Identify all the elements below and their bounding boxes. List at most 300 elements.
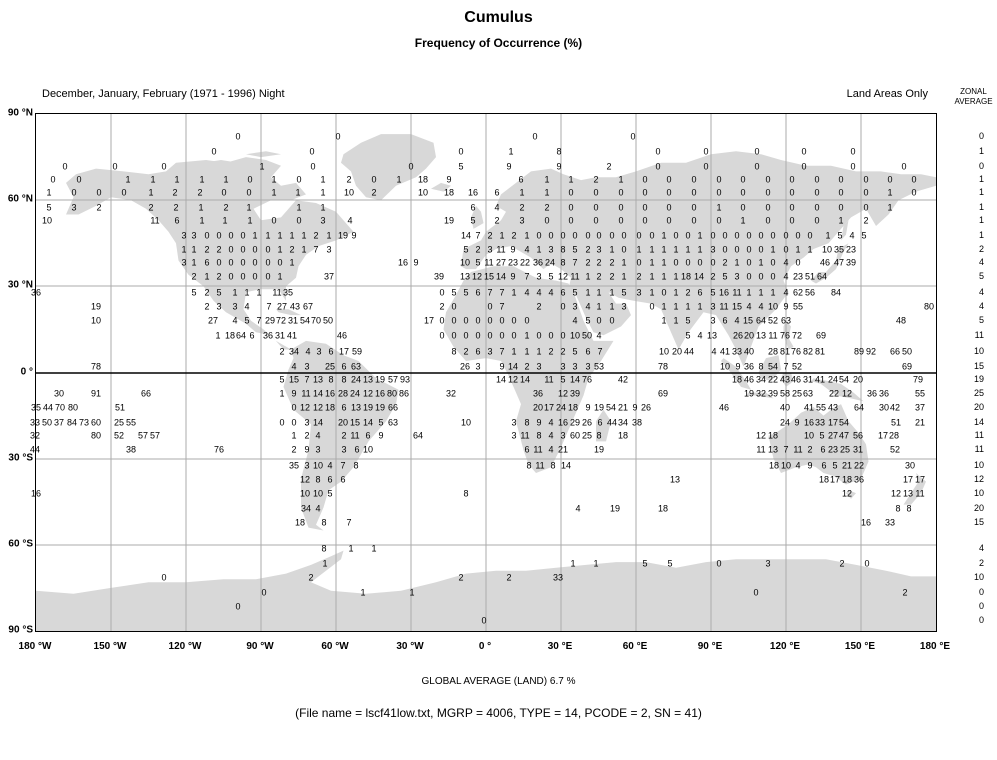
grid-cell-value: 2 xyxy=(458,572,464,583)
grid-cell-value: 0 xyxy=(439,315,445,326)
grid-cell-value: 46 xyxy=(819,257,831,268)
grid-cell-value: 2 xyxy=(585,257,591,268)
grid-cell-value: 3 xyxy=(560,361,566,372)
grid-cell-value: 1 xyxy=(289,230,295,241)
grid-cell-value: 0 xyxy=(265,271,271,282)
grid-cell-value: 7 xyxy=(475,230,481,241)
grid-cell-value: 0 xyxy=(911,187,917,198)
longitude-tick-label: 150 °E xyxy=(844,641,876,652)
grid-cell-value: 0 xyxy=(499,315,505,326)
zonal-average-value: 2 xyxy=(978,244,984,254)
grid-cell-value: 2 xyxy=(346,174,352,185)
grid-cell-value: 8 xyxy=(341,374,347,385)
grid-cell-value: 5 xyxy=(685,315,691,326)
longitude-tick-label: 0 ° xyxy=(478,641,492,652)
grid-cell-value: 1 xyxy=(191,244,197,255)
grid-cell-value: 10 xyxy=(41,215,53,226)
grid-cell-value: 0 xyxy=(247,174,253,185)
grid-cell-value: 36 xyxy=(532,388,544,399)
grid-cell-value: 1 xyxy=(199,215,205,226)
grid-cell-value: 0 xyxy=(887,174,893,185)
grid-cell-value: 1 xyxy=(795,244,801,255)
grid-cell-value: 35 xyxy=(282,287,294,298)
grid-cell-value: 5 xyxy=(722,271,728,282)
grid-cell-value: 5 xyxy=(458,161,464,172)
grid-cell-value: 1 xyxy=(649,287,655,298)
grid-cell-value: 0 xyxy=(204,230,210,241)
grid-cell-value: 43 xyxy=(827,402,839,413)
grid-cell-value: 0 xyxy=(911,174,917,185)
zonal-average-value: 0 xyxy=(978,131,984,141)
grid-cell-value: 0 xyxy=(451,315,457,326)
grid-cell-value: 69 xyxy=(901,361,913,372)
grid-cell-value: 63 xyxy=(780,315,792,326)
grid-cell-value: 3 xyxy=(511,430,517,441)
grid-cell-value: 19 xyxy=(374,402,386,413)
grid-cell-value: 84 xyxy=(66,417,78,428)
grid-cell-value: 0 xyxy=(511,315,517,326)
longitude-tick-label: 180 °E xyxy=(919,641,951,652)
latitude-tick-label: 60 °S xyxy=(8,538,33,550)
grid-cell-value: 33 xyxy=(29,417,41,428)
zonal-average-value: 0 xyxy=(978,587,984,597)
grid-cell-value: 2 xyxy=(172,187,178,198)
grid-cell-value: 0 xyxy=(475,315,481,326)
grid-cell-value: 1 xyxy=(570,558,576,569)
zonal-heading-line2: AVERAGE xyxy=(954,97,993,106)
zonal-average-value: 20 xyxy=(973,503,984,513)
grid-cell-value: 8 xyxy=(321,543,327,554)
grid-cell-value: 4 xyxy=(783,287,789,298)
grid-cell-value: 14 xyxy=(495,271,507,282)
grid-cell-value: 10 xyxy=(719,361,731,372)
grid-cell-value: 4 xyxy=(315,430,321,441)
grid-cell-value: 8 xyxy=(328,374,334,385)
grid-cell-value: 60 xyxy=(90,417,102,428)
grid-cell-value: 1 xyxy=(360,587,366,598)
grid-cell-value: 0 xyxy=(754,146,760,157)
grid-cell-value: 19 xyxy=(743,388,755,399)
grid-cell-value: 36 xyxy=(878,388,890,399)
grid-cell-value: 2 xyxy=(596,257,602,268)
grid-cell-value: 10 xyxy=(767,301,779,312)
grid-cell-value: 43 xyxy=(289,301,301,312)
grid-cell-value: 0 xyxy=(838,202,844,213)
grid-cell-value: 42 xyxy=(617,374,629,385)
grid-cell-value: 16 xyxy=(467,187,479,198)
grid-cell-value: 0 xyxy=(240,230,246,241)
grid-cell-value: 55 xyxy=(792,301,804,312)
grid-cell-value: 9 xyxy=(794,417,800,428)
grid-cell-value: 23 xyxy=(507,257,519,268)
grid-cell-value: 2 xyxy=(606,161,612,172)
grid-cell-value: 5 xyxy=(327,488,333,499)
global-average-label: GLOBAL AVERAGE (LAND) 6.7 % xyxy=(421,676,576,687)
grid-cell-value: 16 xyxy=(860,517,872,528)
grid-cell-value: 15 xyxy=(483,271,495,282)
grid-cell-value: 17 xyxy=(338,346,350,357)
grid-cell-value: 2 xyxy=(807,444,813,455)
grid-cell-value: 52 xyxy=(113,430,125,441)
grid-cell-value: 6 xyxy=(204,257,210,268)
grid-cell-value: 9 xyxy=(506,161,512,172)
grid-cell-value: 0 xyxy=(536,230,542,241)
grid-cell-value: 3 xyxy=(181,257,187,268)
grid-cell-value: 1 xyxy=(758,287,764,298)
grid-cell-value: 10 xyxy=(459,257,471,268)
grid-cell-value: 3 xyxy=(181,230,187,241)
grid-cell-value: 39 xyxy=(433,271,445,282)
grid-cell-value: 26 xyxy=(732,330,744,341)
grid-cell-value: 76 xyxy=(790,346,802,357)
grid-cell-value: 50 xyxy=(322,315,334,326)
grid-cell-value: 1 xyxy=(524,330,530,341)
grid-cell-value: 54 xyxy=(838,417,850,428)
grid-cell-value: 2 xyxy=(585,244,591,255)
grid-cell-value: 0 xyxy=(335,131,341,142)
grid-cell-value: 80 xyxy=(67,402,79,413)
grid-cell-value: 0 xyxy=(228,271,234,282)
grid-cell-value: 29 xyxy=(569,417,581,428)
grid-cell-value: 3 xyxy=(765,558,771,569)
longitude-tick-label: 90 °E xyxy=(697,641,723,652)
grid-cell-value: 1 xyxy=(396,174,402,185)
grid-cell-value: 1 xyxy=(198,202,204,213)
grid-cell-value: 27 xyxy=(495,257,507,268)
grid-cell-value: 8 xyxy=(895,503,901,514)
grid-cell-value: 2 xyxy=(519,202,525,213)
grid-cell-value: 0 xyxy=(439,287,445,298)
grid-cell-value: 82 xyxy=(802,346,814,357)
grid-cell-value: 37 xyxy=(914,402,926,413)
grid-cell-value: 7 xyxy=(487,287,493,298)
longitude-axis xyxy=(18,641,951,657)
grid-cell-value: 10 xyxy=(780,460,792,471)
grid-cell-value: 2 xyxy=(313,230,319,241)
grid-cell-value: 0 xyxy=(296,215,302,226)
grid-cell-value: 0 xyxy=(228,257,234,268)
grid-cell-value: 19 xyxy=(593,402,605,413)
grid-cell-value: 1 xyxy=(181,244,187,255)
grid-cell-value: 5 xyxy=(710,287,716,298)
grid-cell-value: 3 xyxy=(304,361,310,372)
grid-cell-value: 1 xyxy=(320,187,326,198)
grid-cell-value: 4 xyxy=(548,417,554,428)
grid-cell-value: 14 xyxy=(519,374,531,385)
grid-cell-value: 2 xyxy=(544,202,550,213)
grid-cell-value: 8 xyxy=(596,430,602,441)
grid-cell-value: 2 xyxy=(609,257,615,268)
grid-cell-value: 36 xyxy=(30,287,42,298)
grid-cell-value: 0 xyxy=(548,330,554,341)
grid-cell-value: 7 xyxy=(256,315,262,326)
grid-cell-value: 41 xyxy=(719,346,731,357)
grid-cell-value: 0 xyxy=(71,187,77,198)
grid-cell-value: 0 xyxy=(765,202,771,213)
grid-cell-value: 1 xyxy=(277,271,283,282)
grid-cell-value: 34 xyxy=(300,503,312,514)
grid-cell-value: 20 xyxy=(743,330,755,341)
grid-cell-value: 81 xyxy=(814,346,826,357)
grid-cell-value: 63 xyxy=(387,417,399,428)
grid-cell-value: 5 xyxy=(837,230,843,241)
grid-cell-value: 84 xyxy=(830,287,842,298)
grid-cell-value: 0 xyxy=(593,215,599,226)
grid-cell-value: 18 xyxy=(417,174,429,185)
grid-cell-value: 37 xyxy=(53,417,65,428)
grid-cell-value: 18 xyxy=(443,187,455,198)
grid-cell-value: 13 xyxy=(669,474,681,485)
grid-cell-value: 1 xyxy=(661,315,667,326)
grid-cell-value: 1 xyxy=(508,146,514,157)
longitude-tick-label: 180 °W xyxy=(18,641,52,652)
grid-cell-value: 21 xyxy=(914,417,926,428)
grid-cell-value: 9 xyxy=(735,361,741,372)
grid-cell-value: 14 xyxy=(460,230,472,241)
grid-cell-value: 14 xyxy=(507,361,519,372)
grid-cell-value: 18 xyxy=(680,271,692,282)
grid-cell-value: 0 xyxy=(863,202,869,213)
grid-cell-value: 63 xyxy=(350,361,362,372)
grid-cell-value: 0 xyxy=(814,215,820,226)
grid-cell-value: 32 xyxy=(445,388,457,399)
grid-cell-value: 66 xyxy=(387,402,399,413)
grid-cell-value: 1 xyxy=(199,174,205,185)
grid-cell-value: 89 xyxy=(853,346,865,357)
grid-cell-value: 11 xyxy=(350,430,360,441)
grid-cell-value: 0 xyxy=(439,330,445,341)
grid-cell-value: 35 xyxy=(288,460,300,471)
grid-cell-value: 1 xyxy=(499,230,505,241)
grid-cell-value: 9 xyxy=(632,402,638,413)
grid-cell-value: 3 xyxy=(304,460,310,471)
grid-cell-value: 6 xyxy=(365,430,371,441)
grid-cell-value: 73 xyxy=(78,417,90,428)
grid-cell-value: 0 xyxy=(475,330,481,341)
grid-cell-value: 0 xyxy=(560,230,566,241)
grid-cell-value: 12 xyxy=(890,488,902,499)
grid-cell-value: 0 xyxy=(642,202,648,213)
grid-cell-value: 7 xyxy=(783,444,789,455)
grid-cell-value: 5 xyxy=(279,374,285,385)
grid-cell-value: 2 xyxy=(204,287,210,298)
grid-cell-value: 0 xyxy=(112,161,118,172)
grid-cell-value: 1 xyxy=(673,301,679,312)
grid-cell-value: 0 xyxy=(121,187,127,198)
grid-cell-value: 7 xyxy=(597,346,603,357)
grid-cell-value: 0 xyxy=(596,230,602,241)
grid-cell-value: 10 xyxy=(299,488,311,499)
grid-cell-value: 0 xyxy=(740,174,746,185)
grid-cell-value: 9 xyxy=(783,301,789,312)
grid-cell-value: 1 xyxy=(661,244,667,255)
grid-cell-value: 6 xyxy=(249,330,255,341)
grid-cell-value: 19 xyxy=(374,374,386,385)
grid-cell-value: 13 xyxy=(767,444,779,455)
grid-cell-value: 10 xyxy=(460,417,472,428)
grid-cell-value: 36 xyxy=(532,257,544,268)
grid-cell-value: 58 xyxy=(779,388,791,399)
grid-cell-value: 1 xyxy=(320,202,326,213)
grid-cell-value: 64 xyxy=(235,330,247,341)
grid-cell-value: 14 xyxy=(362,417,374,428)
grid-cell-value: 5 xyxy=(832,460,838,471)
grid-cell-value: 9 xyxy=(556,161,562,172)
grid-cell-value: 11 xyxy=(520,430,530,441)
grid-cell-value: 2 xyxy=(173,202,179,213)
grid-cell-value: 0 xyxy=(560,330,566,341)
grid-cell-value: 0 xyxy=(838,174,844,185)
grid-cell-value: 0 xyxy=(524,315,530,326)
grid-cell-value: 62 xyxy=(792,287,804,298)
grid-cell-value: 1 xyxy=(838,215,844,226)
grid-cell-value: 24 xyxy=(349,388,361,399)
grid-cell-value: 1 xyxy=(740,215,746,226)
grid-cell-value: 1 xyxy=(191,257,197,268)
grid-cell-value: 11 xyxy=(496,244,506,255)
grid-cell-value: 15 xyxy=(742,315,754,326)
grid-cell-value: 33 xyxy=(731,346,743,357)
grid-cell-value: 20 xyxy=(337,417,349,428)
grid-cell-value: 67 xyxy=(302,301,314,312)
grid-cell-value: 16 xyxy=(718,287,730,298)
grid-cell-value: 5 xyxy=(216,287,222,298)
grid-cell-value: 0 xyxy=(649,301,655,312)
grid-cell-value: 16 xyxy=(30,488,42,499)
grid-cell-value: 0 xyxy=(618,202,624,213)
grid-cell-value: 0 xyxy=(271,215,277,226)
grid-cell-value: 1 xyxy=(661,257,667,268)
grid-cell-value: 1 xyxy=(204,271,210,282)
zonal-average-value: 10 xyxy=(973,346,984,356)
grid-cell-value: 37 xyxy=(323,271,335,282)
zonal-average-value: 1 xyxy=(978,187,984,197)
grid-cell-value: 0 xyxy=(96,187,102,198)
grid-cell-value: 32 xyxy=(29,430,41,441)
grid-cell-value: 12 xyxy=(557,271,569,282)
grid-cell-value: 0 xyxy=(753,587,759,598)
grid-cell-value: 0 xyxy=(746,271,752,282)
grid-cell-value: 4 xyxy=(849,230,855,241)
grid-cell-value: 29 xyxy=(264,315,276,326)
grid-cell-value: 14 xyxy=(560,460,572,471)
grid-cell-value: 5 xyxy=(642,558,648,569)
grid-cell-value: 2 xyxy=(548,346,554,357)
grid-cell-value: 5 xyxy=(585,315,591,326)
grid-cell-value: 1 xyxy=(697,230,703,241)
grid-cell-value: 1 xyxy=(252,230,258,241)
grid-cell-value: 2 xyxy=(439,301,445,312)
grid-cell-value: 5 xyxy=(475,257,481,268)
grid-cell-value: 0 xyxy=(211,146,217,157)
grid-cell-value: 0 xyxy=(734,244,740,255)
grid-cell-value: 4 xyxy=(548,430,554,441)
grid-cell-value: 14 xyxy=(312,417,324,428)
grid-cell-value: 4 xyxy=(585,301,591,312)
grid-cell-value: 33 xyxy=(884,517,896,528)
grid-cell-value: 0 xyxy=(451,301,457,312)
grid-cell-value: 0 xyxy=(481,615,487,626)
grid-cell-value: 7 xyxy=(783,361,789,372)
zonal-average-value: 0 xyxy=(978,601,984,611)
longitude-tick-label: 90 °W xyxy=(246,641,274,652)
grid-cell-value: 9 xyxy=(536,417,542,428)
grid-cell-value: 10 xyxy=(312,488,324,499)
grid-cell-value: 17 xyxy=(827,417,839,428)
grid-cell-value: 0 xyxy=(666,215,672,226)
longitude-tick-label: 120 °E xyxy=(769,641,801,652)
grid-cell-value: 7 xyxy=(313,244,319,255)
grid-cell-value: 0 xyxy=(746,244,752,255)
longitude-tick-label: 150 °W xyxy=(93,641,127,652)
zonal-average-value: 10 xyxy=(973,572,984,582)
grid-cell-value: 9 xyxy=(585,402,591,413)
grid-cell-value: 28 xyxy=(767,346,779,357)
grid-cell-value: 4 xyxy=(575,503,581,514)
grid-cell-value: 2 xyxy=(371,187,377,198)
grid-cell-value: 1 xyxy=(279,388,285,399)
latitude-tick-label: 30 °S xyxy=(8,452,33,464)
grid-cell-value: 38 xyxy=(631,417,643,428)
grid-cell-value: 1 xyxy=(544,187,550,198)
grid-cell-value: 0 xyxy=(814,174,820,185)
grid-cell-value: 0 xyxy=(618,187,624,198)
grid-cell-value: 66 xyxy=(140,388,152,399)
grid-cell-value: 4 xyxy=(783,271,789,282)
grid-cell-value: 4 xyxy=(305,346,311,357)
grid-cell-value: 0 xyxy=(609,230,615,241)
grid-cell-value: 54 xyxy=(605,402,617,413)
grid-cell-value: 52 xyxy=(889,444,901,455)
grid-cell-value: 6 xyxy=(585,346,591,357)
grid-cell-value: 0 xyxy=(221,187,227,198)
grid-cell-value: 2 xyxy=(475,244,481,255)
grid-cell-value: 69 xyxy=(815,330,827,341)
grid-cell-value: 0 xyxy=(76,174,82,185)
grid-cell-value: 3 xyxy=(304,417,310,428)
grid-cell-value: 1 xyxy=(596,301,602,312)
grid-cell-value: 40 xyxy=(743,346,755,357)
grid-cell-value: 0 xyxy=(265,244,271,255)
grid-cell-value: 2 xyxy=(308,572,314,583)
grid-cell-value: 30 xyxy=(878,402,890,413)
grid-cell-value: 22 xyxy=(767,374,779,385)
grid-cell-value: 36 xyxy=(743,361,755,372)
grid-cell-value: 14 xyxy=(495,374,507,385)
grid-cell-value: 1 xyxy=(301,230,307,241)
grid-cell-value: 57 xyxy=(387,374,399,385)
grid-cell-value: 56 xyxy=(852,430,864,441)
grid-cell-value: 1 xyxy=(618,174,624,185)
grid-cell-value: 0 xyxy=(863,187,869,198)
zonal-average-value: 12 xyxy=(973,474,984,484)
grid-cell-value: 1 xyxy=(371,543,377,554)
grid-cell-value: 5 xyxy=(548,271,554,282)
grid-cell-value: 0 xyxy=(691,215,697,226)
grid-cell-value: 4 xyxy=(327,460,333,471)
grid-cell-value: 0 xyxy=(666,174,672,185)
grid-cell-value: 66 xyxy=(889,346,901,357)
grid-cell-value: 2 xyxy=(560,346,566,357)
grid-cell-value: 0 xyxy=(838,187,844,198)
grid-cell-value: 1 xyxy=(544,174,550,185)
grid-cell-value: 24 xyxy=(350,374,362,385)
grid-cell-value: 1 xyxy=(685,301,691,312)
grid-cell-value: 76 xyxy=(779,330,791,341)
latitude-tick-label: 60 °N xyxy=(7,193,33,205)
grid-cell-value: 0 xyxy=(458,146,464,157)
latitude-tick-label: 30 °N xyxy=(7,279,33,291)
